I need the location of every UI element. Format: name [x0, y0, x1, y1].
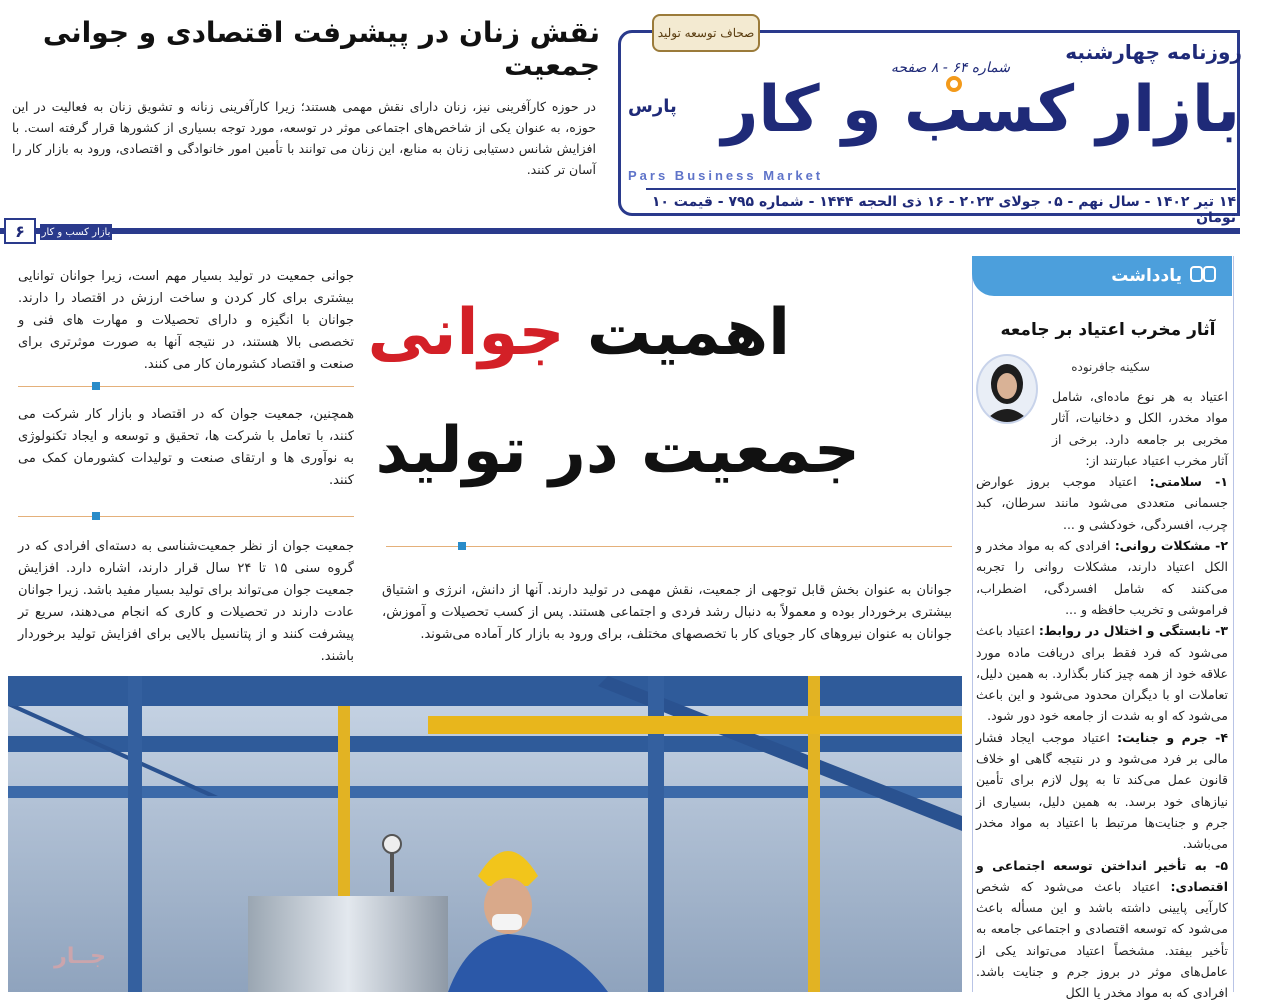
left-paragraph-1: جوانی جمعیت در تولید بسیار مهم است، زیرا جوانان توانایی بیشتری برای کار کردن و ساخت ارزش در اقتصاد را دارند. جوانان با انگیزه و دارای تحصیلات و مهارت های فنی و تخصصی بالا هستند، در نتیجه آنها به صورت موثرتری برای صنعت و اقتصاد کشورمان کار می کنند. [18, 269, 354, 372]
main-headline-line2: جمعیت در تولید [375, 414, 860, 488]
note-point-text: اعتیاد موجب ایجاد فشار مالی بر فرد می‌شود و در نتیجه گاهی او خلاف قانون عمل می‌کند تا به پول لازم برای تأمین نیازهای خود برسد. به همین دلیل، بسیاری از جرم و جنایت‌ها مرتبط با اعتیاد به مواد مخدر می‌باشد. [976, 729, 1228, 852]
note-point-text: افرادی که به مواد مخدر و الکل اعتیاد دارند، مشکلات روانی را تجربه می‌کنند که شامل افسردگی، اضطراب، فراموشی و تخریب حافظه و ... [976, 538, 1228, 617]
note-header-label: یادداشت [1111, 266, 1182, 286]
note-icon [1190, 265, 1216, 288]
note-point-label: ۴- جرم و جنایت: [1117, 729, 1228, 745]
note-point-text: اعتیاد باعث می‌شود که فرد فقط برای دریافت ماده مورد علاقه خود از همه چیز کنار بگذارد. به همین دلیل، تعاملات او با دیگران محدود می‌شود و این باعث می‌شود که او به شدت از جامعه خود دور شود. [976, 623, 1228, 724]
note-point [976, 727, 1228, 855]
top-article-body: در حوزه کارآفرینی نیز، زنان دارای نقش مهمی هستند؛ زیرا کارآفرینی زنانه و تشویق زنان به فعالیت در این حوزه، به عنوان یکی از شاخص‌های اجتماعی موثر در توسعه، مورد توجه بسیاری از کشورها قرار گرفته است. با افزایش شانس دستیابی زنان به منابع، این زنان می توانند با تأمین امور خانوادگی و اقتصادی، ورود به بازار کار را آسان تر کنند. [12, 99, 596, 177]
watermark: جــار [54, 944, 106, 969]
separator [18, 386, 354, 387]
page-number: ۶ [4, 218, 36, 244]
masthead-stamp [652, 14, 760, 52]
note-intro: اعتیاد به هر نوع ماده‌ای، شامل مواد مخدر، الکل و دخانیات، آثار مخربی بر جامعه دارد. برخی از آثار مخرب اعتیاد عبارتند از: [1052, 389, 1228, 468]
masthead-daily-label: روزنامه چهارشنبه [1065, 40, 1242, 64]
page-tag: بازار کسب و کار [40, 224, 112, 240]
page-rule [0, 228, 1240, 234]
separator [386, 546, 952, 547]
note-point-label: ۲- مشکلات روانی: [1114, 538, 1228, 554]
note-point-text: اعتیاد باعث می‌شود که شخص کارآیی پایینی داشته باشد و این مسأله باعث می‌شود که توسعه اقتصادی و اجتماعی جامعه به تأخیر بیفتد. مشخصاً اعتیاد می‌تواند یکی از عامل‌های موثر در بروز جرم و جنایت باشد. افرادی که به مواد مخدر یا الکل [976, 878, 1228, 1001]
separator-dot-icon [92, 382, 100, 390]
factory-worker-photo [8, 676, 962, 992]
headline-word: اهمیت [586, 296, 790, 370]
masthead-pages-label: شماره ۶۴ - ۸ صفحه [890, 60, 1010, 76]
note-point-label: ۱- سلامتی: [1149, 474, 1228, 490]
main-headline-line1 [368, 296, 790, 370]
main-article-body: جوانان به عنوان بخش قابل توجهی از جمعیت، نقش مهمی در تولید دارند. آنها از دانش، انرژی و اشتیاق بیشتری برخوردار بوده و معمولاً به دنبال رشد فردی و اجتماعی هستند. پس از کسب تحصیلات و آموزش، جوانان به عنوان نیروهای کار جویای کار با تخصصهای مختلف، برای ورود به بازار کار آماده می‌شوند. [382, 583, 952, 642]
note-point [976, 855, 1228, 1004]
separator-dot-icon [458, 542, 466, 550]
headline-highlight: جوانی [367, 296, 565, 370]
note-header [972, 256, 1232, 296]
note-point [976, 471, 1228, 535]
note-point-text: اعتیاد موجب بروز عوارض جسمانی متعددی می‌شود مانند سرطان، کبد چرب، افسردگی، خودکشی و ... [976, 474, 1228, 532]
note-point-label: ۵- به تأخیر انداختن توسعه اجتماعی و اقتصادی: [976, 857, 1228, 894]
stamp-text: صحاف توسعه تولید [657, 26, 755, 40]
left-paragraph-2: همچنین، جمعیت جوان که در اقتصاد و بازار کار شرکت می کنند، با تعامل با شرکت ها، تحقیق و توسعه و ایجاد تکنولوژی به نوآوری ها و ارتقای صنعت و تولیدات کشورمان کمک می کنند. [18, 407, 354, 488]
note-title: آثار مخرب اعتیاد بر جامعه [1000, 320, 1216, 340]
top-article-title: نقش زنان در پیشرفت اقتصادی و جوانی جمعیت [42, 16, 600, 82]
masthead-logo-sub: پارس [628, 96, 677, 117]
separator [18, 516, 354, 517]
note-body [976, 386, 1228, 1004]
note-point [976, 535, 1228, 620]
note-author: سکینه جافرنوده [1071, 360, 1150, 374]
left-paragraph-3: جمعیت جوان از نظر جمعیت‌شناسی به دسته‌ای افرادی که در گروه سنی ۱۵ تا ۲۴ سال قرار دارند، اشاره دارد. افزایش جمعیت جوان می‌تواند برای تولید بسیار مفید باشد. زیرا جوانان عادت دارند در تحصیلات و کاری که انجام می‌دهند، سریع تر پیشرفت کنند و از پتانسیل بالایی برای افزایش تولید برخوردار باشند. [18, 539, 354, 664]
note-point [976, 620, 1228, 726]
masthead-english-name: Pars Business Market [628, 168, 824, 183]
masthead-date-line: ۱۴ تیر ۱۴۰۲ - سال نهم - ۰۵ جولای ۲۰۲۳ - ۱۶ ذی الحجه ۱۴۴۴ - شماره ۷۹۵ - قیمت ۱۰ تومان [646, 188, 1236, 214]
logo-ring-icon [946, 76, 962, 92]
note-point-label: ۳- نابستگی و اختلال در روابط: [1038, 623, 1228, 639]
separator-dot-icon [92, 512, 100, 520]
masthead-logo: بازار کسب و کار [721, 73, 1240, 147]
